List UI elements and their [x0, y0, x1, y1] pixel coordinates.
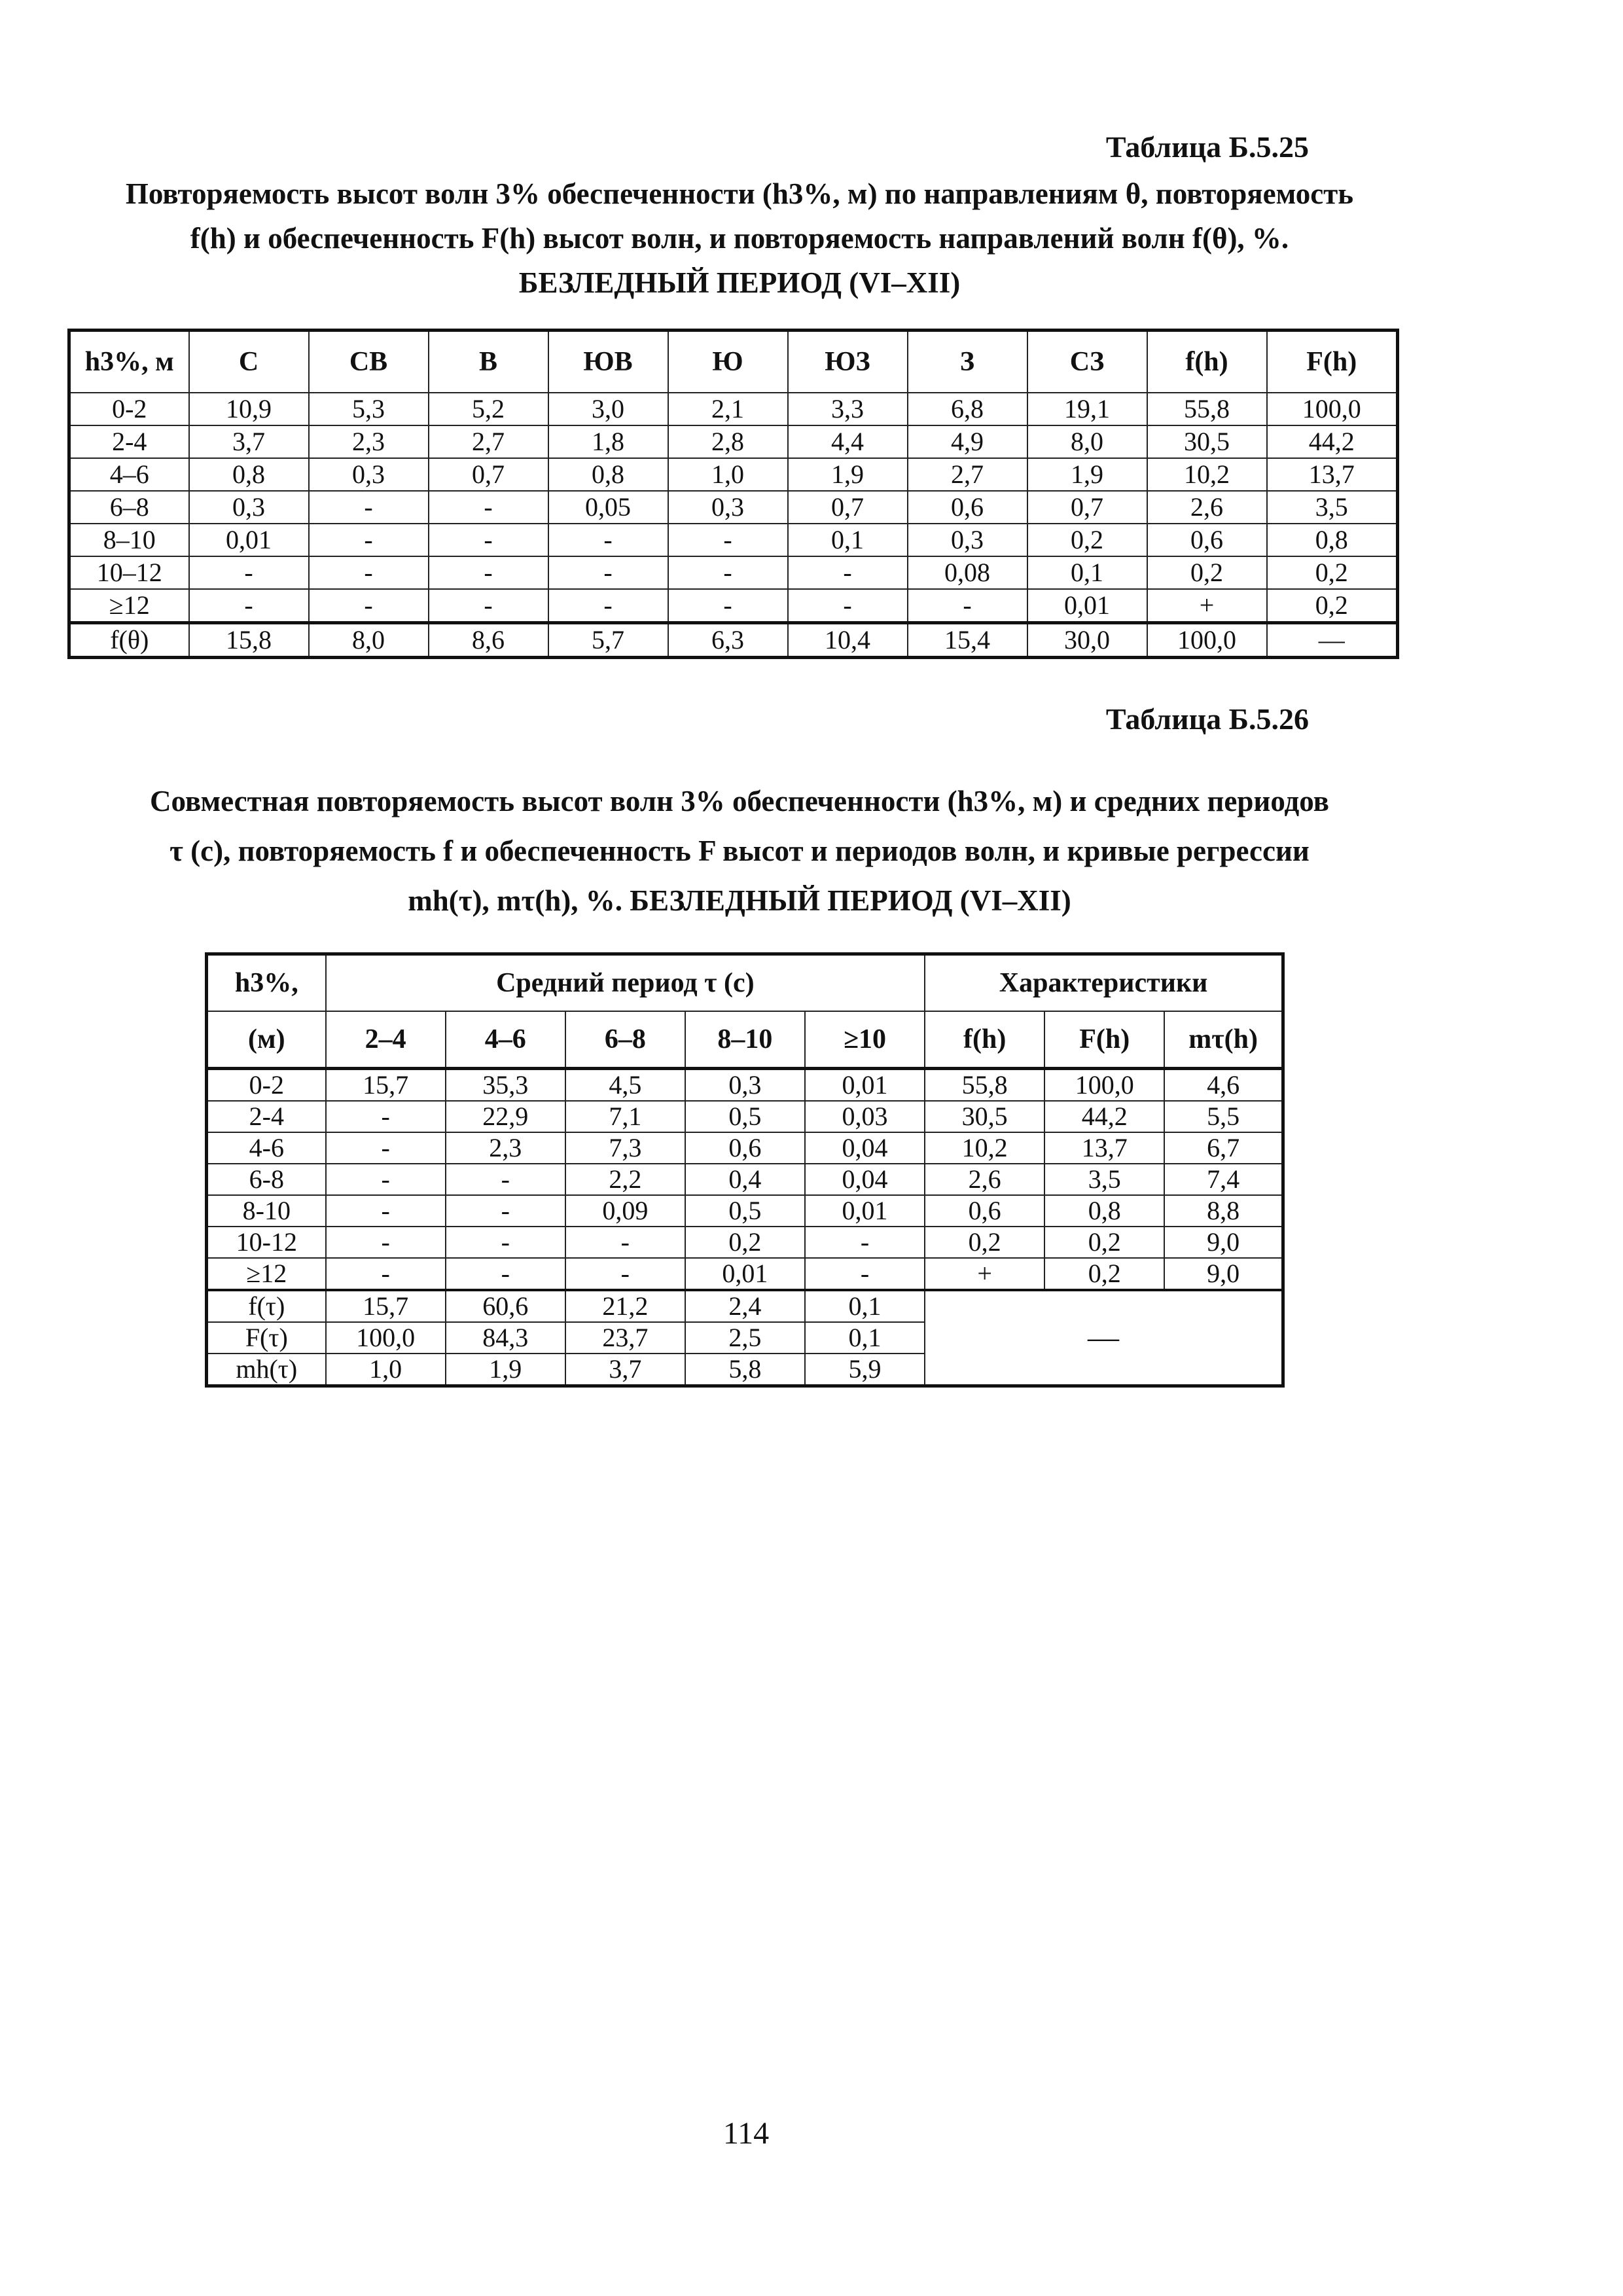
table2-cell: 60,6	[446, 1290, 565, 1322]
table2-cell: 100,0	[1044, 1069, 1164, 1102]
table1-cell: 0,1	[788, 524, 908, 556]
table1-header-cell: З	[908, 331, 1027, 393]
table1-cell: 8,6	[429, 623, 548, 658]
table1-cell: +	[1147, 589, 1267, 623]
table2-empty-cell: —	[925, 1290, 1283, 1386]
table2-group-period: Средний период τ (с)	[326, 954, 925, 1012]
table1-cell: -	[309, 491, 429, 524]
table1-cell: 8,0	[309, 623, 429, 658]
table2-cell: -	[446, 1258, 565, 1290]
table2-cell: 7,1	[565, 1101, 685, 1132]
table2-cell: 0,01	[805, 1069, 925, 1102]
table1-header-cell: f(h)	[1147, 331, 1267, 393]
table1-row-label: ≥12	[69, 589, 189, 623]
table1-header-row	[69, 331, 1398, 393]
table1-cell: -	[548, 524, 668, 556]
table1-cell: 0,3	[668, 491, 788, 524]
table2-row-label: 0-2	[207, 1069, 326, 1102]
table2-cell: 0,6	[685, 1132, 805, 1164]
table1-cell: 10,2	[1147, 458, 1267, 491]
table2-row-label: ≥12	[207, 1258, 326, 1290]
table2-cell: 7,4	[1164, 1164, 1283, 1195]
table1-cell: 13,7	[1267, 458, 1398, 491]
table1-cell: -	[309, 524, 429, 556]
table2-header-row	[207, 954, 1283, 1012]
table2	[205, 952, 1285, 1388]
table1-cell: 30,0	[1027, 623, 1147, 658]
table2-cell: 0,6	[925, 1195, 1044, 1227]
table2-title-line1: Совместная повторяемость высот волн 3% обеспеченности (h3%, м) и средних периодов	[150, 785, 1329, 817]
table1-cell: -	[429, 556, 548, 589]
table1-cell: -	[429, 589, 548, 623]
table1-cell: 5,7	[548, 623, 668, 658]
table2-cell: 8,8	[1164, 1195, 1283, 1227]
table1-cell: 3,7	[189, 425, 309, 458]
table2-title	[98, 776, 1381, 925]
table2-cell: +	[925, 1258, 1044, 1290]
table1-cell: 0,2	[1267, 556, 1398, 589]
table1-cell: 5,2	[429, 393, 548, 425]
table2-cell: 0,5	[685, 1101, 805, 1132]
table2-cell: 9,0	[1164, 1258, 1283, 1290]
table1-header-cell: ЮЗ	[788, 331, 908, 393]
table2-cell: -	[326, 1132, 446, 1164]
table2-row	[207, 1069, 1283, 1102]
table1-cell: -	[668, 589, 788, 623]
table2-cell: 0,4	[685, 1164, 805, 1195]
table2-cell: 5,9	[805, 1354, 925, 1386]
table2-row-label: 8-10	[207, 1195, 326, 1227]
table2-cell: 0,1	[805, 1322, 925, 1354]
table2-summary-row	[207, 1290, 1283, 1322]
table1-cell: 0,7	[788, 491, 908, 524]
table2-row-label: 2-4	[207, 1101, 326, 1132]
table1-cell: 2,8	[668, 425, 788, 458]
table1-cell: 0,6	[1147, 524, 1267, 556]
table2-cell: 0,2	[1044, 1227, 1164, 1258]
table2-cell: 2,3	[446, 1132, 565, 1164]
table1-cell: 0,1	[1027, 556, 1147, 589]
table1-header-cell: С	[189, 331, 309, 393]
table1-cell: 0,3	[309, 458, 429, 491]
table1-title-line1: Повторяемость высот волн 3% обеспеченности (h3%, м) по направлениям θ, повторяемость	[125, 177, 1354, 210]
table2-cell: -	[326, 1195, 446, 1227]
table1-header-cell: В	[429, 331, 548, 393]
table1-title-line2: f(h) и обеспеченность F(h) высот волн, и повторяемость направлений волн f(θ), %.	[190, 222, 1289, 255]
table2-summary-label: f(τ)	[207, 1290, 326, 1322]
table2-subheader-cell: ≥10	[805, 1011, 925, 1069]
table1-header-cell: СЗ	[1027, 331, 1147, 393]
table2-cell: -	[565, 1258, 685, 1290]
table1-cell: -	[548, 556, 668, 589]
table1-cell: -	[429, 524, 548, 556]
table1-cell: -	[189, 589, 309, 623]
table2-subheader-cell: F(h)	[1044, 1011, 1164, 1069]
table2-cell: 1,0	[326, 1354, 446, 1386]
table1-cell: 15,8	[189, 623, 309, 658]
table1-cell: 0,7	[429, 458, 548, 491]
table2-cell: 0,03	[805, 1101, 925, 1132]
table1-cell: 100,0	[1147, 623, 1267, 658]
table2-cell: 100,0	[326, 1322, 446, 1354]
table2-cell: 0,01	[685, 1258, 805, 1290]
table2-cell: 0,09	[565, 1195, 685, 1227]
table1-row-label: 0-2	[69, 393, 189, 425]
table2-cell: 6,7	[1164, 1132, 1283, 1164]
table1-cell: 0,3	[908, 524, 1027, 556]
table1-cell: -	[429, 491, 548, 524]
table2-cell: -	[446, 1227, 565, 1258]
table1-row	[69, 589, 1398, 623]
table1-cell: 19,1	[1027, 393, 1147, 425]
table1-cell: -	[788, 589, 908, 623]
table2-cell: 35,3	[446, 1069, 565, 1102]
table2-group-characteristics: Характеристики	[925, 954, 1283, 1012]
table1-cell: 0,08	[908, 556, 1027, 589]
table2-summary-label: F(τ)	[207, 1322, 326, 1354]
table1-cell: 3,3	[788, 393, 908, 425]
table2-cell: 0,8	[1044, 1195, 1164, 1227]
table2-subheader-cell: 4–6	[446, 1011, 565, 1069]
table1-cell: 44,2	[1267, 425, 1398, 458]
table1-cell: 2,6	[1147, 491, 1267, 524]
table2-cell: 0,04	[805, 1164, 925, 1195]
table1-cell: 100,0	[1267, 393, 1398, 425]
table2-subheader-cell: 2–4	[326, 1011, 446, 1069]
table2-row	[207, 1195, 1283, 1227]
table1-row-label: 4–6	[69, 458, 189, 491]
table2-row-label: 10-12	[207, 1227, 326, 1258]
table2-cell: 23,7	[565, 1322, 685, 1354]
table2-corner-bottom: (м)	[207, 1011, 326, 1069]
table1-cell: 0,8	[189, 458, 309, 491]
table1-row	[69, 458, 1398, 491]
table2-cell: 13,7	[1044, 1132, 1164, 1164]
table1-cell: -	[668, 524, 788, 556]
table2-cell: 9,0	[1164, 1227, 1283, 1258]
table1-cell: 1,8	[548, 425, 668, 458]
table2-row-label: 4-6	[207, 1132, 326, 1164]
table1-cell: 15,4	[908, 623, 1027, 658]
table1-row	[69, 556, 1398, 589]
table1-cell: -	[309, 556, 429, 589]
table2-cell: -	[326, 1258, 446, 1290]
table2-cell: 2,2	[565, 1164, 685, 1195]
table1-cell: 5,3	[309, 393, 429, 425]
table2-cell: 30,5	[925, 1101, 1044, 1132]
table1-cell: 0,6	[908, 491, 1027, 524]
table1-cell: 4,9	[908, 425, 1027, 458]
table1-cell: -	[908, 589, 1027, 623]
table2-cell: -	[805, 1258, 925, 1290]
table1-cell: 1,9	[1027, 458, 1147, 491]
table2-row	[207, 1164, 1283, 1195]
table1-cell: —	[1267, 623, 1398, 658]
table1-cell: 8,0	[1027, 425, 1147, 458]
table2-cell: -	[805, 1227, 925, 1258]
table1-cell: 0,7	[1027, 491, 1147, 524]
table1-cell: 10,4	[788, 623, 908, 658]
table1-row-label: 2-4	[69, 425, 189, 458]
page-number: 114	[722, 2116, 770, 2151]
table1-cell: -	[309, 589, 429, 623]
table1-title-line3: БЕЗЛЕДНЫЙ ПЕРИОД (VI–XII)	[518, 266, 961, 299]
table1	[67, 329, 1399, 659]
table1-row	[69, 393, 1398, 425]
table2-cell: 2,4	[685, 1290, 805, 1322]
table2-cell: 0,04	[805, 1132, 925, 1164]
table1-cell: 0,2	[1267, 589, 1398, 623]
table1-row	[69, 623, 1398, 658]
table2-cell: 4,5	[565, 1069, 685, 1102]
table1-cell: 3,0	[548, 393, 668, 425]
table2-cell: 3,7	[565, 1354, 685, 1386]
table1-row-label: 6–8	[69, 491, 189, 524]
table1-cell: -	[788, 556, 908, 589]
table1-cell: 0,3	[189, 491, 309, 524]
table1-row-label: 10–12	[69, 556, 189, 589]
table2-cell: 0,1	[805, 1290, 925, 1322]
table2-corner-top: h3%,	[207, 954, 326, 1012]
table2-cell: 10,2	[925, 1132, 1044, 1164]
table2-cell: 4,6	[1164, 1069, 1283, 1102]
table2-subheader-cell: mτ(h)	[1164, 1011, 1283, 1069]
table2-cell: -	[326, 1101, 446, 1132]
table1-cell: 2,7	[908, 458, 1027, 491]
table2-cell: 3,5	[1044, 1164, 1164, 1195]
table2-row	[207, 1227, 1283, 1258]
table2-title-line2: τ (с), повторяемость f и обеспеченность F высот и периодов волн, и кривые регрессии	[169, 834, 1310, 867]
table2-cell: 0,3	[685, 1069, 805, 1102]
table1-title	[79, 171, 1400, 305]
table1-cell: 6,3	[668, 623, 788, 658]
table1-header-cell: Ю	[668, 331, 788, 393]
table1-cell: 0,05	[548, 491, 668, 524]
table2-subheader-row	[207, 1011, 1283, 1069]
table2-cell: -	[326, 1164, 446, 1195]
table1-row	[69, 425, 1398, 458]
table1-cell: 0,8	[548, 458, 668, 491]
table2-cell: 5,8	[685, 1354, 805, 1386]
table2-cell: 0,2	[685, 1227, 805, 1258]
table2-cell: 0,2	[925, 1227, 1044, 1258]
table2-cell: 44,2	[1044, 1101, 1164, 1132]
table1-cell: 55,8	[1147, 393, 1267, 425]
table2-cell: 0,5	[685, 1195, 805, 1227]
table2-summary-label: mh(τ)	[207, 1354, 326, 1386]
table1-cell: 2,7	[429, 425, 548, 458]
table2-subheader-cell: 6–8	[565, 1011, 685, 1069]
table2-row	[207, 1258, 1283, 1290]
table2-cell: -	[565, 1227, 685, 1258]
table1-header-cell: h3%, м	[69, 331, 189, 393]
table1-cell: 3,5	[1267, 491, 1398, 524]
table1-cell: -	[668, 556, 788, 589]
table1-cell: 1,9	[788, 458, 908, 491]
table2-cell: 2,6	[925, 1164, 1044, 1195]
table1-cell: 0,01	[189, 524, 309, 556]
table1-row	[69, 491, 1398, 524]
table1-header-cell: СВ	[309, 331, 429, 393]
table1-cell: 4,4	[788, 425, 908, 458]
table2-cell: 0,01	[805, 1195, 925, 1227]
table2-cell: 21,2	[565, 1290, 685, 1322]
table2-row	[207, 1101, 1283, 1132]
table1-cell: -	[548, 589, 668, 623]
table2-row-label: 6-8	[207, 1164, 326, 1195]
table2-cell: 22,9	[446, 1101, 565, 1132]
table1-cell: 1,0	[668, 458, 788, 491]
table2-cell: 0,2	[1044, 1258, 1164, 1290]
table2-cell: -	[446, 1164, 565, 1195]
table1-cell: 0,2	[1147, 556, 1267, 589]
table2-row	[207, 1132, 1283, 1164]
table1-cell: 2,3	[309, 425, 429, 458]
table1-cell: 0,01	[1027, 589, 1147, 623]
table2-title-line3: mh(τ), mτ(h), %. БЕЗЛЕДНЫЙ ПЕРИОД (VI–XII)	[408, 884, 1071, 917]
table2-cell: 2,5	[685, 1322, 805, 1354]
table1-cell: 6,8	[908, 393, 1027, 425]
table1-row	[69, 524, 1398, 556]
table2-cell: 84,3	[446, 1322, 565, 1354]
table1-cell: 0,2	[1027, 524, 1147, 556]
table1-row-label: 8–10	[69, 524, 189, 556]
table2-cell: -	[326, 1227, 446, 1258]
table1-label: Таблица Б.5.25	[1105, 130, 1309, 164]
table2-cell: 7,3	[565, 1132, 685, 1164]
table2-cell: 55,8	[925, 1069, 1044, 1102]
table2-cell: -	[446, 1195, 565, 1227]
table1-header-cell: F(h)	[1267, 331, 1398, 393]
table1-header-cell: ЮВ	[548, 331, 668, 393]
table2-label: Таблица Б.5.26	[1105, 702, 1309, 736]
table2-cell: 5,5	[1164, 1101, 1283, 1132]
table2-cell: 15,7	[326, 1290, 446, 1322]
table2-subheader-cell: f(h)	[925, 1011, 1044, 1069]
table1-cell: -	[189, 556, 309, 589]
table2-cell: 15,7	[326, 1069, 446, 1102]
table1-cell: 30,5	[1147, 425, 1267, 458]
table1-row-label: f(θ)	[69, 623, 189, 658]
table1-cell: 0,8	[1267, 524, 1398, 556]
table2-cell: 1,9	[446, 1354, 565, 1386]
table2-subheader-cell: 8–10	[685, 1011, 805, 1069]
table1-cell: 2,1	[668, 393, 788, 425]
table1-cell: 10,9	[189, 393, 309, 425]
